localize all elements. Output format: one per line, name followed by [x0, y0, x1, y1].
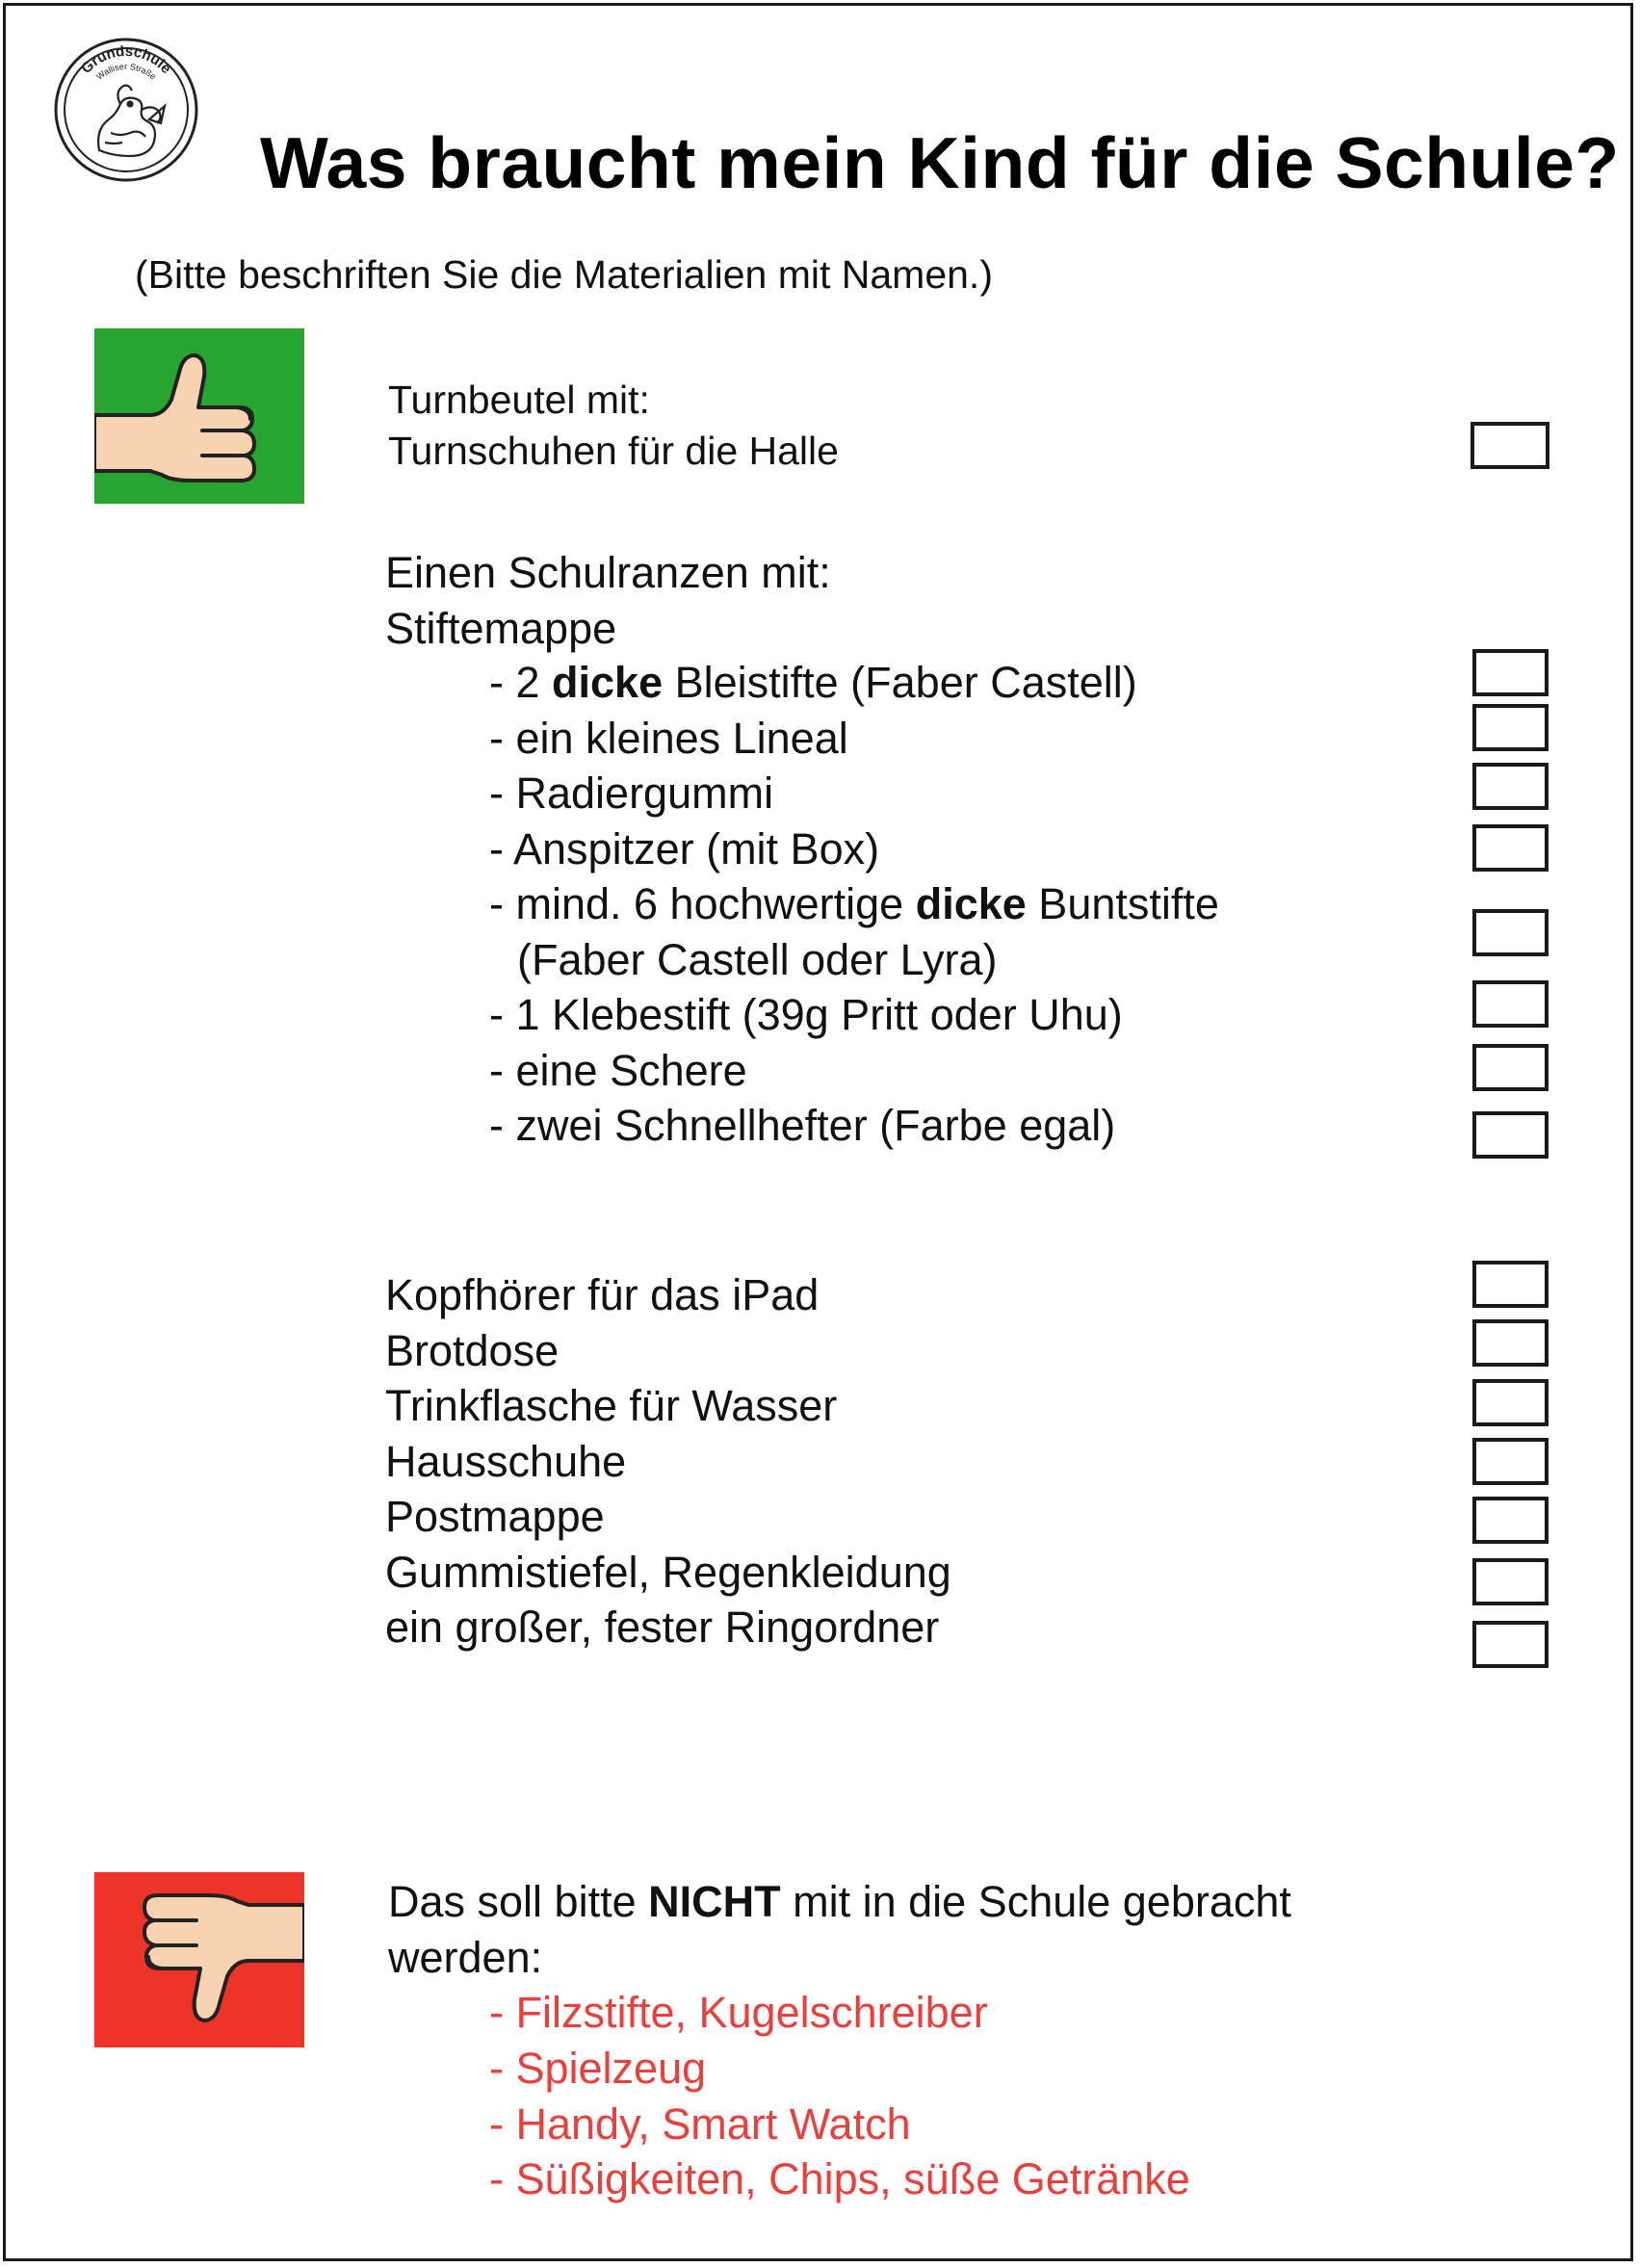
schoolbag-heading: Einen Schulranzen mit: — [385, 548, 831, 597]
item-pencils-post: Bleistifte (Faber Castell) — [663, 658, 1137, 707]
school-logo — [53, 37, 199, 183]
item-colors-post: Buntstifte — [1026, 879, 1219, 928]
not-item-phones: - Handy, Smart Watch — [489, 2099, 911, 2149]
item-eraser: - Radiergummi — [489, 769, 774, 818]
checkbox-gym-shoes[interactable] — [1471, 422, 1549, 469]
gym-bag-line: Turnbeutel mit: — [388, 378, 650, 422]
item-colored-pencils-brands: (Faber Castell oder Lyra) — [517, 935, 998, 984]
checkbox-slippers[interactable] — [1472, 1438, 1549, 1485]
item-pencils — [489, 658, 1137, 707]
checkbox-pencils[interactable] — [1472, 649, 1549, 696]
thumbs-down-box — [94, 1872, 304, 2047]
not-item-sweets: - Süßigkeiten, Chips, süße Getränke — [489, 2154, 1190, 2203]
pencil-case-heading: Stiftemappe — [385, 604, 617, 653]
item-water-bottle: Trinkflasche für Wasser — [385, 1381, 838, 1430]
thumbs-up-icon — [94, 328, 304, 504]
item-lunchbox: Brotdose — [385, 1326, 560, 1375]
checkbox-colored-pencils[interactable] — [1472, 909, 1549, 956]
not-item-toys: - Spielzeug — [489, 2044, 707, 2093]
thumbs-up-box — [94, 328, 304, 504]
item-mail-folder: Postmappe — [385, 1492, 605, 1541]
item-headphones: Kopfhörer für das iPad — [385, 1270, 820, 1319]
item-rain-gear: Gummistiefel, Regenkleidung — [385, 1548, 951, 1597]
checkbox-scissors[interactable] — [1472, 1044, 1549, 1091]
item-glue-stick: - 1 Klebestift (39g Pritt oder Uhu) — [489, 990, 1123, 1039]
not-allowed-intro-cont: werden: — [388, 1933, 543, 1982]
checkbox-headphones[interactable] — [1472, 1261, 1549, 1308]
item-ring-binder: ein großer, fester Ringordner — [385, 1603, 940, 1652]
not-allowed-intro — [388, 1877, 1291, 1926]
checkbox-folders[interactable] — [1472, 1111, 1549, 1159]
checkbox-ring-binder[interactable] — [1472, 1621, 1549, 1668]
item-sharpener: - Anspitzer (mit Box) — [489, 824, 880, 873]
checkbox-lunchbox[interactable] — [1472, 1319, 1549, 1367]
logo-text-top: Grundschule — [78, 42, 175, 77]
not-intro-bold: NICHT — [648, 1877, 781, 1926]
item-pencils-bold: dicke — [552, 658, 664, 707]
item-folders: - zwei Schnellhefter (Farbe egal) — [489, 1101, 1116, 1150]
thumbs-down-icon — [94, 1872, 304, 2047]
checkbox-water-bottle[interactable] — [1472, 1379, 1549, 1426]
item-ruler: - ein kleines Lineal — [489, 714, 848, 763]
logo-text-sub: Walliser Straße — [94, 61, 158, 82]
checkbox-eraser[interactable] — [1472, 763, 1549, 810]
item-colored-pencils — [489, 879, 1219, 928]
checkbox-sharpener[interactable] — [1472, 824, 1549, 872]
item-scissors: - eine Schere — [489, 1046, 747, 1095]
checkbox-ruler[interactable] — [1472, 704, 1549, 751]
item-colors-pre: - mind. 6 hochwertige — [489, 879, 916, 928]
page-title: Was braucht mein Kind für die Schule? — [260, 122, 1620, 203]
label-instruction-note: (Bitte beschriften Sie die Materialien mit Namen.) — [135, 252, 993, 297]
checkbox-rain-gear[interactable] — [1472, 1558, 1549, 1605]
item-pencils-pre: - 2 — [489, 658, 553, 707]
not-intro-post: mit in die Schule gebracht — [780, 1877, 1291, 1926]
item-slippers: Hausschuhe — [385, 1437, 627, 1486]
gym-shoes-line: Turnschuhen für die Halle — [388, 429, 839, 473]
item-colors-bold: dicke — [915, 879, 1027, 928]
checkbox-mail-folder[interactable] — [1472, 1497, 1549, 1544]
not-intro-pre: Das soll bitte — [388, 1877, 649, 1926]
not-item-markers: - Filzstifte, Kugelschreiber — [489, 1988, 988, 2037]
checkbox-glue-stick[interactable] — [1472, 980, 1549, 1028]
